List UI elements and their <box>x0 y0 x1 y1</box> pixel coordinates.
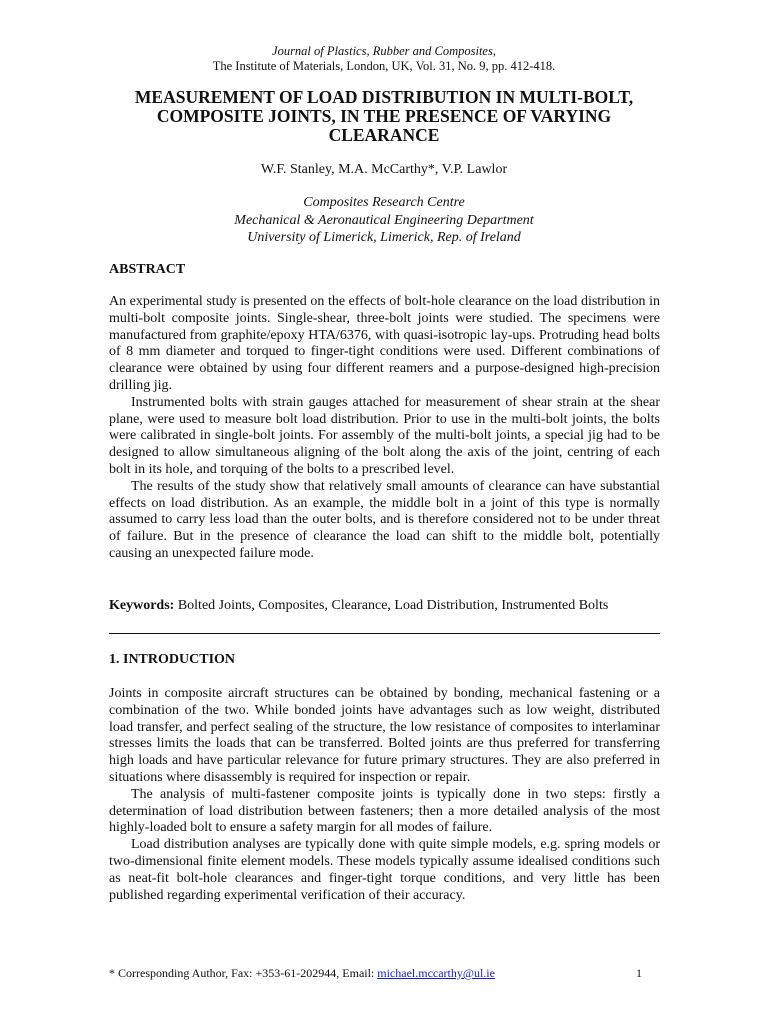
abstract-body <box>109 294 660 563</box>
introduction-heading-wrap <box>109 652 660 669</box>
journal-header: Journal of Plastics, Rubber and Composites, The Institute of Materials, London, UK, Vol. 31, No. 9, pp. 412-418. <box>0 44 768 74</box>
keywords-label: Keywords: <box>109 598 175 613</box>
abstract-heading: ABSTRACT <box>109 262 186 277</box>
abstract-paragraph: The results of the study show that relatively small amounts of clearance can have substantial effects on load distribution. As an example, the middle bolt in a joint of this type is normally assumed to carry less load than the outer bolts, and is therefore considered not to be under threat of failure. But in the presence of clearance the load can shift to the middle bolt, potentially causing an unexpected failure mode. <box>109 478 660 561</box>
introduction-paragraph: Joints in composite aircraft structures can be obtained by bonding, mechanical fastening or a combination of the two. While bonded joints have advantages such as low weight, distributed load transfer, and perfect sealing of the structure, the low resistance of composites to interlaminar stresses limits the loads that can be transferred. Bolted joints are thus preferred for transferring high loads and have particular relevance for future primary structures. They are also preferred in situations where disassembly is required for inspection or repair. <box>109 686 660 785</box>
paper-title: MEASUREMENT OF LOAD DISTRIBUTION IN MULTI-BOLT, COMPOSITE JOINTS, IN THE PRESENCE OF VARYING CLEARANCE <box>134 87 634 145</box>
introduction-paragraph: Load distribution analyses are typically done with quite simple models, e.g. spring models or two-dimensional finite element models. These models typically assume idealised conditions such as neat-fit bolt-hole clearances and finger-tight torque conditions, and very little has been published regarding experimental verification of their accuracy. <box>109 837 660 903</box>
affiliation-line: Composites Research Centre <box>303 195 465 210</box>
page-number: 1 <box>636 966 642 980</box>
footnote-text: * Corresponding Author, Fax: +353-61-202944, Email: <box>109 966 378 980</box>
footnote <box>109 966 660 980</box>
author-list: W.F. Stanley, M.A. McCarthy*, V.P. Lawlor <box>260 162 508 177</box>
abstract-paragraph: Instrumented bolts with strain gauges attached for measurement of shear strain at the shear plane, were used to measure bolt load distribution. Prior to use in the multi-bolt joints, the bolts were calibrated in single-bolt joints. For assembly of the multi-bolt joints, a special jig had to be designed to allow simultaneous aligning of the bolt along the axis of the joint, centring of each bolt in its hole, and torquing of the bolts to a prescribed level. <box>109 394 660 477</box>
section-divider <box>109 633 660 634</box>
affiliation-line: University of Limerick, Limerick, Rep. of Ireland <box>247 230 521 245</box>
email-link[interactable]: michael.mccarthy@ul.ie <box>377 966 495 980</box>
abstract-paragraph: An experimental study is presented on the effects of bolt-hole clearance on the load distribution in multi-bolt composite joints. Single-shear, three-bolt joints were studied. The specimens were manufactured from graphite/epoxy HTA/6376, with quasi-isotropic lay-ups. Protruding head bolts of 8 mm diameter and torqued to finger-tight conditions were used. Different combinations of clearance were obtained by using four different reamers and a purpose-designed high-precision drilling jig. <box>109 294 660 393</box>
abstract-section-heading-wrap <box>109 262 660 279</box>
journal-details: The Institute of Materials, London, UK, Vol. 31, No. 9, pp. 412-418. <box>212 59 556 73</box>
affiliation-line: Mechanical & Aeronautical Engineering Department <box>234 212 534 228</box>
introduction-body <box>109 686 660 904</box>
keywords <box>109 598 660 615</box>
affiliation <box>0 194 768 247</box>
journal-name: Journal of Plastics, Rubber and Composites <box>272 44 493 58</box>
introduction-heading: 1. INTRODUCTION <box>109 652 236 667</box>
introduction-paragraph: The analysis of multi-fastener composite joints is typically done in two steps: firstly a determination of load distribution between fasteners; then a more detailed analysis of the most highly-loaded bolt to ensure a safety margin for all modes of failure. <box>109 786 660 836</box>
keywords-text: Bolted Joints, Composites, Clearance, Load Distribution, Instrumented Bolts <box>177 598 609 613</box>
